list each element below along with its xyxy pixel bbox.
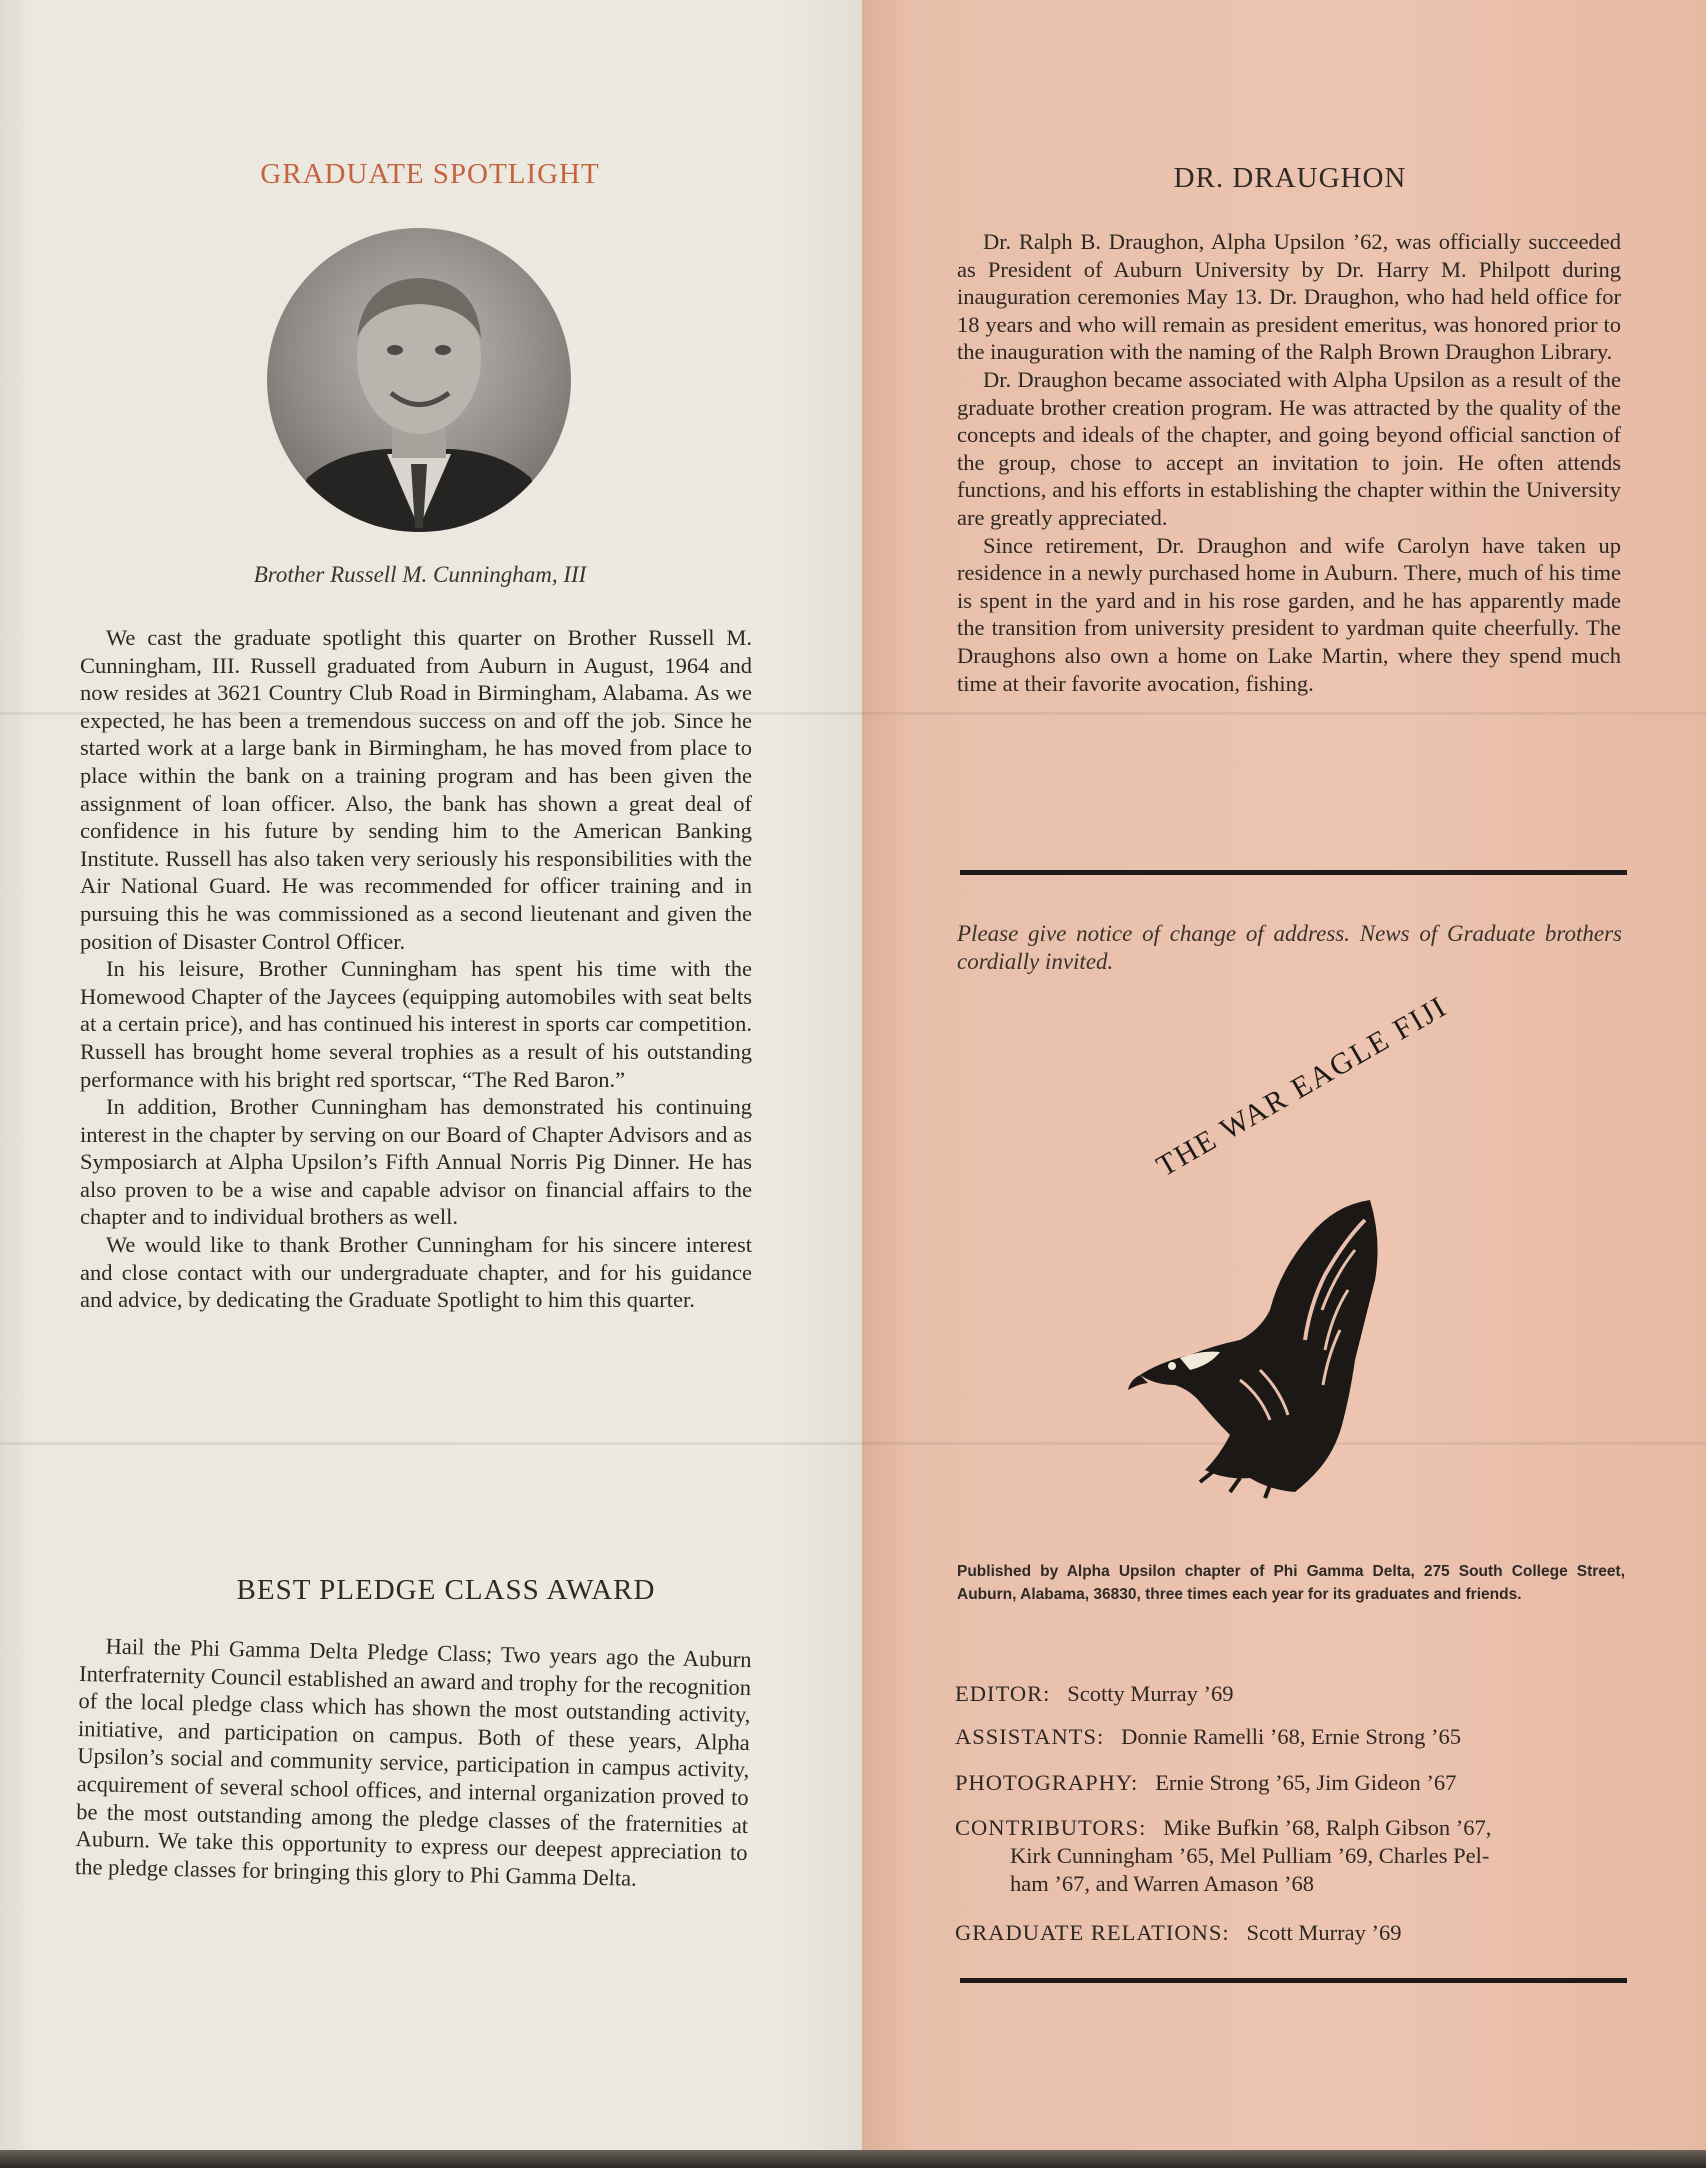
spotlight-article bbox=[80, 624, 752, 1314]
section-divider bbox=[960, 1978, 1627, 1983]
staff-names: Donnie Ramelli ’68, Ernie Strong ’65 bbox=[1121, 1724, 1462, 1749]
eagle-icon bbox=[1120, 1180, 1390, 1500]
staff-role-label: ASSISTANTS: bbox=[955, 1724, 1105, 1749]
staff-role-label: CONTRIBUTORS: bbox=[955, 1815, 1147, 1840]
section-divider bbox=[960, 870, 1627, 875]
staff-contributors-block bbox=[955, 1814, 1625, 1898]
staff-assistants-line bbox=[955, 1723, 1625, 1751]
page-bottom-edge bbox=[0, 2150, 1706, 2168]
staff-names: Ernie Strong ’65, Jim Gideon ’67 bbox=[1155, 1770, 1457, 1795]
staff-editor-line bbox=[955, 1680, 1625, 1708]
article-paragraph: We would like to thank Brother Cunningham for his sincere interest and close contact with our undergraduate chapter, and for his guidance and advice, by dedicating the Graduate Spotlight to him this quarter. bbox=[80, 1232, 752, 1313]
staff-names-continued: ham ’67, and Warren Amason ’68 bbox=[1010, 1871, 1314, 1896]
portrait-illustration bbox=[267, 228, 571, 532]
article-paragraph: Since retirement, Dr. Draughon and wife Carolyn have taken up residence in a newly purchased home in Auburn. There, much of his time is spent in the yard and in his rose garden, and he has apparently made the transition from university president to yardman quite cheerfully. The Draughons also own a home on Lake Martin, where they spend much time at their favorite avocation, fishing. bbox=[957, 532, 1621, 696]
draughon-heading: DR. DRAUGHON bbox=[1173, 162, 1407, 194]
staff-names-continued: Kirk Cunningham ’65, Mel Pulliam ’69, Charles Pel- bbox=[1010, 1843, 1490, 1868]
article-paragraph: Hail the Phi Gamma Delta Pledge Class; Two years ago the Auburn Interfraternity Council established an award and trophy for the recognition of the local pledge class which has shown the most outstanding activity, initiative, and participation on campus. Both of these years, Alpha Upsilon’s social and community service, participation in campus activity, acquirement of several school offices, and internal organization proved to be the most outstanding among the pledge classes of the fraternities at Auburn. We take this opportunity to express our deepest appreciation to the pledge classes for bringing this glory to Phi Gamma Delta. bbox=[74, 1633, 752, 1891]
publisher-statement: Published by Alpha Upsilon chapter of Phi Gamma Delta, 275 South College Street, Auburn, Alabama, 36830, three times each year for its graduates and friends. bbox=[957, 1563, 1625, 1603]
article-paragraph: We cast the graduate spotlight this quarter on Brother Russell M. Cunningham, III. Russell graduated from Auburn in August, 1964 and now resides at 3621 Country Club Road in Birmingham, Alabama. As we expected, he has been a tremendous success on and off the job. Since he started work at a large bank in Birmingham, he has moved from place to place within the bank on a training program and has been given the assignment of loan officer. Also, the bank has shown a great deal of confidence in his future by sending him to the American Banking Institute. Russell has also taken very seriously his responsibilities with the Air National Guard. He was recommended for officer training and in pursuing this he was commissioned as a second lieutenant and given the position of Disaster Control Officer. bbox=[80, 625, 752, 954]
staff-photography-line bbox=[955, 1769, 1625, 1797]
portrait-photo bbox=[267, 228, 571, 532]
article-paragraph: Dr. Ralph B. Draughon, Alpha Upsilon ’62, was officially succeeded as President of Auburn University by Dr. Harry M. Philpott during inauguration ceremonies May 13. Dr. Draughon, who had held office for 18 years and who will remain as president emeritus, was honored prior to the inauguration with the naming of the Ralph Brown Draughon Library. bbox=[957, 229, 1621, 365]
pledge-award-article bbox=[75, 1632, 752, 1894]
article-paragraph: Dr. Draughon became associated with Alpha Upsilon as a result of the graduate brother creation program. He was attracted by the quality of the concepts and ideals of the chapter, and going beyond official sanction of the group, chose to accept an invitation to join. He often attends functions, and his efforts in establishing the chapter within the University are greatly appreciated. bbox=[957, 366, 1621, 530]
staff-names: Mike Bufkin ’68, Ralph Gibson ’67, bbox=[1163, 1815, 1492, 1840]
staff-contributors-line bbox=[955, 1814, 1625, 1842]
draughon-article bbox=[957, 228, 1621, 697]
staff-names: Scott Murray ’69 bbox=[1246, 1920, 1402, 1945]
pledge-award-heading: BEST PLEDGE CLASS AWARD bbox=[236, 1574, 656, 1606]
staff-role-label: GRADUATE RELATIONS: bbox=[955, 1920, 1230, 1945]
graduate-spotlight-heading: GRADUATE SPOTLIGHT bbox=[260, 158, 600, 190]
address-notice: Please give notice of change of address. News of Graduate brothers cordially invited. bbox=[957, 921, 1622, 974]
article-paragraph: In addition, Brother Cunningham has demonstrated his continuing interest in the chapter by serving on our Board of Chapter Advisors and as Symposiarch at Alpha Upsilon’s Fifth Annual Norris Pig Dinner. He has also proven to be a wise and capable advisor on financial affairs to the chapter and to individual brothers as well. bbox=[80, 1094, 752, 1230]
staff-role-label: PHOTOGRAPHY: bbox=[955, 1770, 1139, 1795]
staff-graduate-relations-line bbox=[955, 1919, 1625, 1947]
staff-names: Scotty Murray ’69 bbox=[1067, 1681, 1234, 1706]
paper-fold-line bbox=[0, 1442, 1706, 1445]
article-paragraph: In his leisure, Brother Cunningham has spent his time with the Homewood Chapter of the Jaycees (equipping automobiles with seat belts at a certain price), and has continued his interest in sports car competition. Russell has brought home several trophies as a result of his outstanding performance with his bright red sportscar, “The Red Baron.” bbox=[80, 956, 752, 1092]
portrait-caption: Brother Russell M. Cunningham, III bbox=[253, 562, 587, 587]
staff-role-label: EDITOR: bbox=[955, 1681, 1051, 1706]
masthead-title: THE WAR EAGLE FIJI bbox=[1151, 989, 1453, 1184]
